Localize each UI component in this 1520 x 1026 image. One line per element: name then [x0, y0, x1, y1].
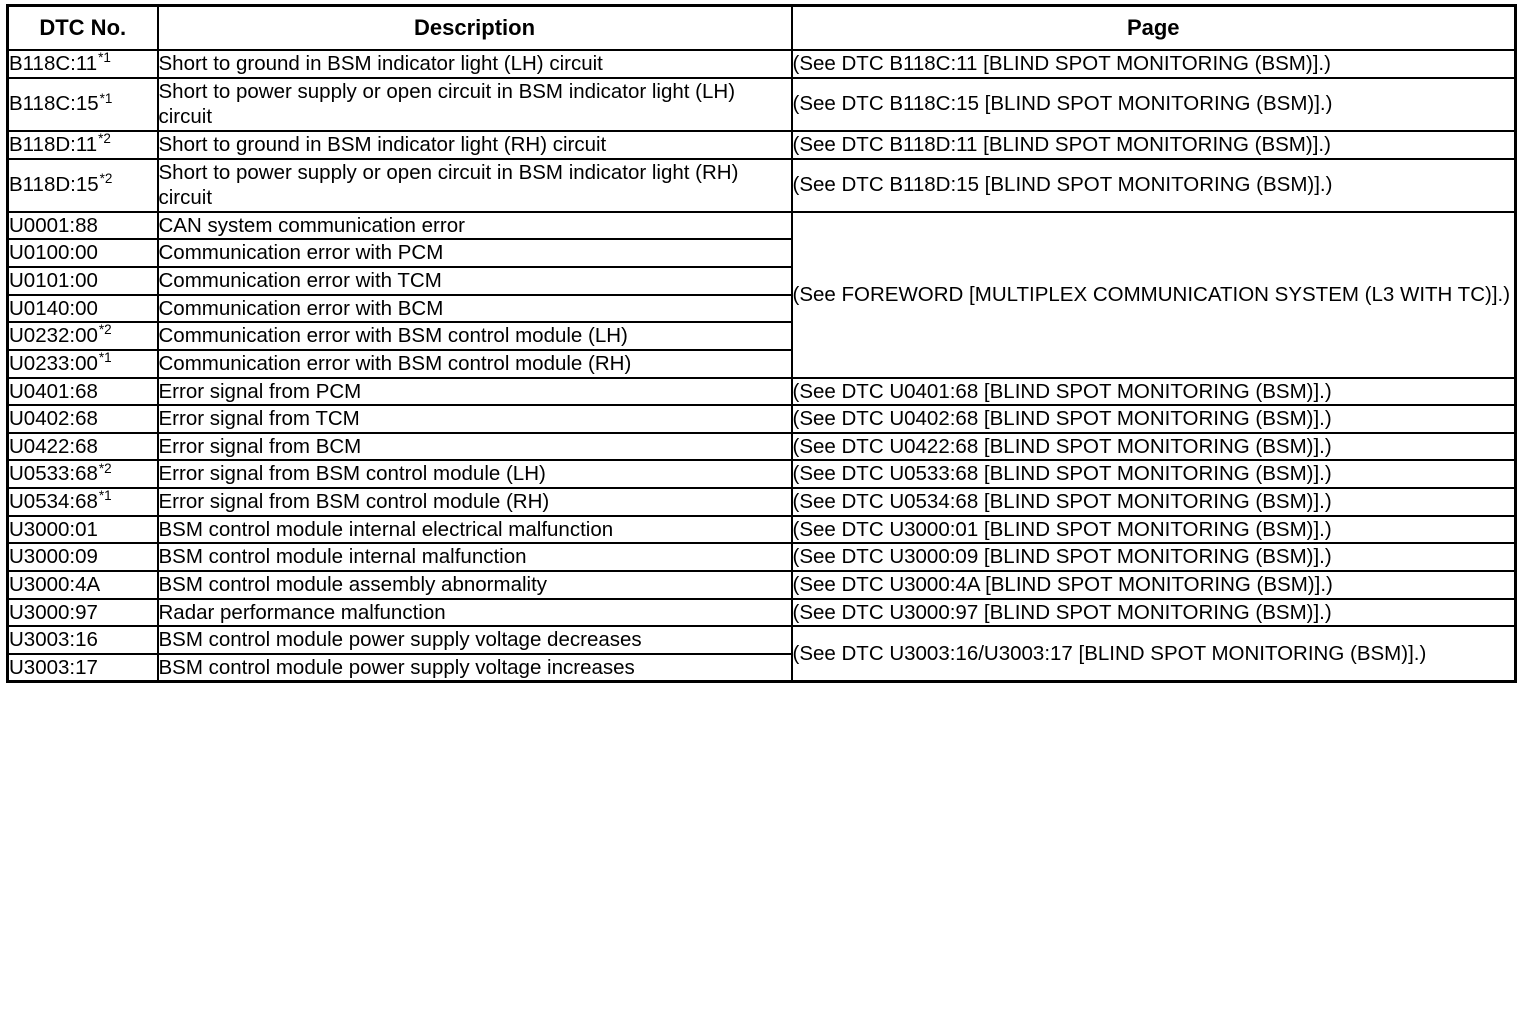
- footnote-marker: *2: [98, 322, 112, 338]
- page-reference-cell: (See DTC U0422:68 [BLIND SPOT MONITORING (BSM)].): [792, 433, 1516, 461]
- column-header-dtc: DTC No.: [8, 6, 158, 51]
- dtc-number-cell: [8, 433, 158, 461]
- page-reference-cell: (See DTC B118D:15 [BLIND SPOT MONITORING (BSM)].): [792, 159, 1516, 212]
- page-reference-cell: (See DTC U3000:4A [BLIND SPOT MONITORING (BSM)].): [792, 571, 1516, 599]
- footnote-marker: *2: [98, 131, 111, 147]
- footnote-marker: *1: [98, 350, 112, 366]
- dtc-number-cell: [8, 378, 158, 406]
- dtc-code: U0534:68: [9, 490, 98, 513]
- description-cell: CAN system communication error: [158, 212, 792, 240]
- description-cell: Short to power supply or open circuit in BSM indicator light (LH) circuit: [158, 78, 792, 131]
- table-row: [8, 571, 1516, 599]
- description-cell: BSM control module internal malfunction: [158, 543, 792, 571]
- footnote-marker: *2: [99, 171, 113, 187]
- table-row: [8, 212, 1516, 240]
- description-cell: Communication error with BCM: [158, 295, 792, 323]
- dtc-number-cell: [8, 405, 158, 433]
- footnote-marker: *1: [98, 50, 111, 66]
- dtc-number-cell: [8, 350, 158, 378]
- dtc-code: U3003:17: [9, 655, 98, 679]
- description-cell: BSM control module power supply voltage decreases: [158, 626, 792, 654]
- dtc-number-cell: [8, 239, 158, 267]
- dtc-code: U0101:00: [9, 269, 98, 292]
- page-reference-cell: (See DTC U3000:97 [BLIND SPOT MONITORING (BSM)].): [792, 599, 1516, 627]
- page-reference-cell: (See DTC U0401:68 [BLIND SPOT MONITORING (BSM)].): [792, 378, 1516, 406]
- dtc-code: U3003:16: [9, 628, 98, 652]
- page-reference-cell: (See DTC U3000:09 [BLIND SPOT MONITORING (BSM)].): [792, 543, 1516, 571]
- description-cell: Error signal from BSM control module (RH): [158, 488, 792, 516]
- description-cell: Communication error with BSM control module (RH): [158, 350, 792, 378]
- dtc-code: U0402:68: [9, 407, 98, 431]
- dtc-code: B118D:11: [9, 132, 98, 156]
- page-reference-cell: (See FOREWORD [MULTIPLEX COMMUNICATION SYSTEM (L3 WITH TC)].): [792, 212, 1516, 378]
- column-header-page: Page: [792, 6, 1516, 51]
- description-cell: Radar performance malfunction: [158, 599, 792, 627]
- dtc-code: U3000:4A: [9, 572, 101, 596]
- dtc-code: U0232:00: [9, 324, 98, 348]
- dtc-number-cell: [8, 322, 158, 350]
- description-cell: Short to power supply or open circuit in BSM indicator light (RH) circuit: [158, 159, 792, 212]
- table-row: [8, 626, 1516, 654]
- dtc-number-cell: [8, 460, 158, 488]
- dtc-code: B118D:15: [9, 173, 99, 197]
- page-reference-cell: (See DTC B118D:11 [BLIND SPOT MONITORING (BSM)].): [792, 131, 1516, 159]
- page-reference-cell: (See DTC U0534:68 [BLIND SPOT MONITORING (BSM)].): [792, 488, 1516, 516]
- dtc-number-cell: [8, 543, 158, 571]
- description-cell: Error signal from TCM: [158, 405, 792, 433]
- description-cell: Short to ground in BSM indicator light (LH) circuit: [158, 50, 792, 78]
- dtc-number-cell: [8, 159, 158, 212]
- dtc-number-cell: [8, 599, 158, 627]
- description-cell: BSM control module assembly abnormality: [158, 571, 792, 599]
- dtc-number-cell: [8, 516, 158, 544]
- dtc-code: U0533:68: [9, 462, 98, 486]
- description-cell: Short to ground in BSM indicator light (RH) circuit: [158, 131, 792, 159]
- footnote-marker: *1: [98, 488, 112, 504]
- dtc-code: U3000:01: [9, 517, 98, 541]
- footnote-marker: *2: [98, 460, 112, 476]
- dtc-number-cell: [8, 78, 158, 131]
- dtc-number-cell: [8, 267, 158, 295]
- table-row: [8, 460, 1516, 488]
- table-row: [8, 516, 1516, 544]
- dtc-number-cell: [8, 571, 158, 599]
- dtc-number-cell: [8, 654, 158, 682]
- table-row: [8, 599, 1516, 627]
- dtc-code: U3000:09: [9, 545, 98, 569]
- dtc-table: [6, 4, 1517, 683]
- column-header-description: Description: [158, 6, 792, 51]
- dtc-number-cell: [8, 50, 158, 78]
- description-cell: Communication error with TCM: [158, 267, 792, 295]
- dtc-number-cell: [8, 295, 158, 323]
- table-row: [8, 378, 1516, 406]
- page-reference-cell: (See DTC U0402:68 [BLIND SPOT MONITORING (BSM)].): [792, 405, 1516, 433]
- dtc-code: U0233:00: [9, 351, 98, 375]
- table-row: [8, 159, 1516, 212]
- description-cell: BSM control module internal electrical malfunction: [158, 516, 792, 544]
- description-cell: Error signal from BSM control module (LH): [158, 460, 792, 488]
- dtc-number-cell: [8, 131, 158, 159]
- dtc-code: U3000:97: [9, 600, 98, 624]
- table-row: [8, 488, 1516, 516]
- dtc-code: U0401:68: [9, 379, 98, 403]
- page-reference-cell: (See DTC U3003:16/U3003:17 [BLIND SPOT MONITORING (BSM)].): [792, 626, 1516, 682]
- description-cell: Communication error with BSM control module (LH): [158, 322, 792, 350]
- table-row: [8, 543, 1516, 571]
- dtc-number-cell: [8, 212, 158, 240]
- dtc-code: U0422:68: [9, 434, 98, 458]
- page-reference-cell: (See DTC U3000:01 [BLIND SPOT MONITORING (BSM)].): [792, 516, 1516, 544]
- description-cell: Communication error with PCM: [158, 239, 792, 267]
- description-cell: BSM control module power supply voltage increases: [158, 654, 792, 682]
- dtc-code: U0100:00: [9, 241, 98, 265]
- page-reference-cell: (See DTC B118C:11 [BLIND SPOT MONITORING (BSM)].): [792, 50, 1516, 78]
- dtc-code: B118C:15: [9, 92, 99, 116]
- table-header-row: [8, 6, 1516, 51]
- dtc-number-cell: [8, 626, 158, 654]
- description-cell: Error signal from BCM: [158, 433, 792, 461]
- table-row: [8, 50, 1516, 78]
- description-cell: Error signal from PCM: [158, 378, 792, 406]
- page-reference-cell: (See DTC U0533:68 [BLIND SPOT MONITORING (BSM)].): [792, 460, 1516, 488]
- document-page: [0, 4, 1520, 1026]
- table-row: [8, 433, 1516, 461]
- table-row: [8, 131, 1516, 159]
- dtc-code: U0140:00: [9, 296, 98, 320]
- dtc-number-cell: [8, 488, 158, 516]
- dtc-code: B118C:11: [9, 52, 98, 75]
- table-row: [8, 78, 1516, 131]
- dtc-code: U0001:88: [9, 213, 98, 237]
- page-reference-cell: (See DTC B118C:15 [BLIND SPOT MONITORING (BSM)].): [792, 78, 1516, 131]
- table-row: [8, 405, 1516, 433]
- footnote-marker: *1: [99, 90, 113, 106]
